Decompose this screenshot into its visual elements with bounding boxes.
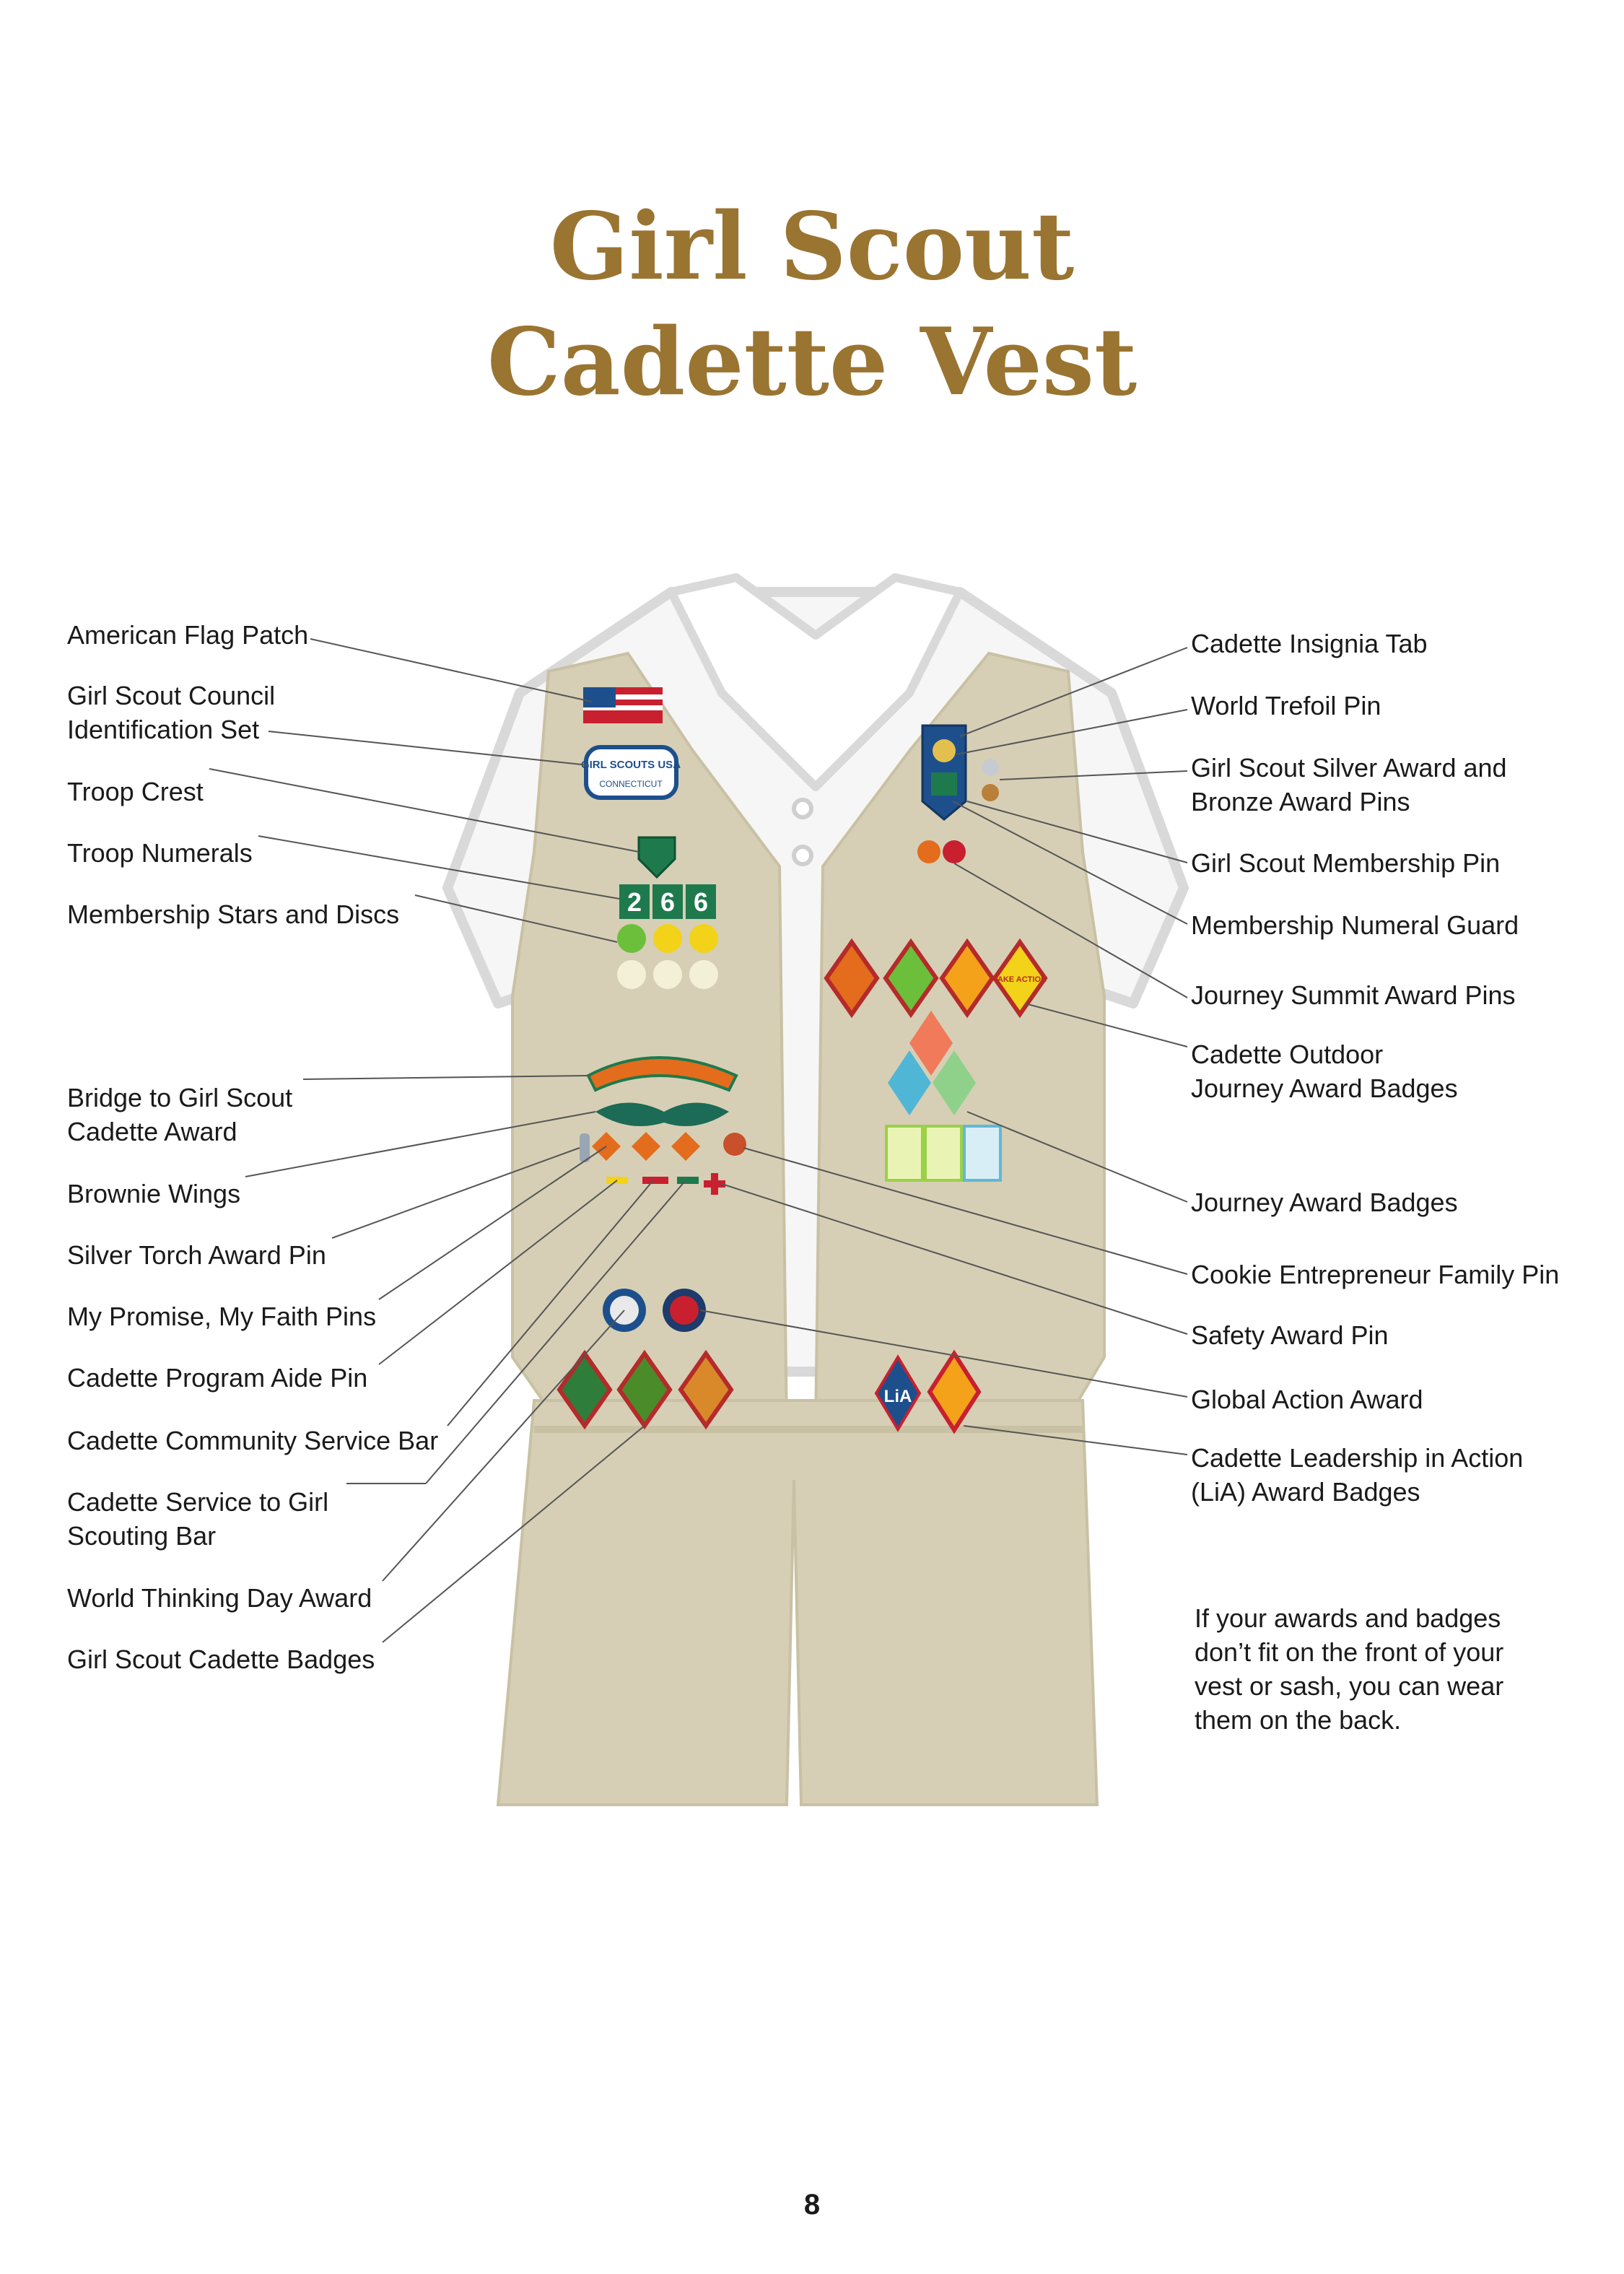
label-line: My Promise, My Faith Pins: [67, 1302, 377, 1331]
title-line-2: Cadette Vest: [486, 308, 1138, 417]
label-world-trefoil: [1191, 689, 1381, 723]
label-line: Bronze Award Pins: [1191, 787, 1410, 816]
label-line: Girl Scout Cadette Badges: [67, 1644, 375, 1674]
label-line: Cadette Program Aide Pin: [67, 1363, 368, 1393]
label-line: Scouting Bar: [67, 1521, 217, 1551]
label-line: Girl Scout Council: [67, 681, 276, 710]
label-line: Cookie Entrepreneur Family Pin: [1191, 1260, 1560, 1289]
note-line: vest or sash, you can wear: [1195, 1671, 1504, 1701]
label-silver-bronze: [1191, 751, 1507, 819]
label-bridge-award: [67, 1081, 292, 1149]
council-strip-text: CONNECTICUT: [599, 779, 663, 789]
label-line: Cadette Outdoor: [1191, 1040, 1384, 1069]
title-line-1: Girl Scout: [549, 193, 1075, 301]
council-id-set: [581, 747, 681, 798]
take-action-text: TAKE ACTION: [993, 975, 1047, 984]
council-tab-text: GIRL SCOUTS USA: [580, 759, 681, 771]
troop-numerals: [619, 884, 716, 919]
label-line: Bridge to Girl Scout: [67, 1083, 293, 1112]
label-global-action: [1191, 1382, 1423, 1416]
cadette-badges: [559, 1354, 731, 1426]
label-line: World Thinking Day Award: [67, 1583, 372, 1613]
label-council-id-set: [67, 679, 275, 746]
label-cookie-pin: [1191, 1258, 1559, 1291]
label-promise-faith: [67, 1299, 376, 1333]
numeral-1: 2: [627, 887, 642, 917]
label-line: American Flag Patch: [67, 620, 309, 650]
label-line: (LiA) Award Badges: [1191, 1477, 1420, 1507]
label-silver-torch: [67, 1238, 326, 1272]
label-program-aide: [67, 1361, 367, 1395]
label-insignia-tab: [1191, 627, 1428, 661]
label-cadette-badges: [67, 1642, 375, 1676]
label-line: Global Action Award: [1191, 1385, 1423, 1414]
label-world-thinking-day: [67, 1581, 372, 1615]
lia-text: LiA: [883, 1387, 912, 1406]
label-line: Journey Award Badges: [1191, 1073, 1458, 1103]
label-line: Silver Torch Award Pin: [67, 1240, 326, 1270]
label-outdoor-journey: [1191, 1037, 1458, 1105]
label-line: Safety Award Pin: [1191, 1320, 1389, 1350]
numeral-3: 6: [693, 887, 709, 917]
note-line: them on the back.: [1195, 1705, 1402, 1735]
label-line: Journey Award Badges: [1191, 1188, 1458, 1217]
label-american-flag-patch: [67, 618, 308, 652]
label-line: Cadette Award: [67, 1117, 237, 1146]
label-summit-pins: [1191, 978, 1516, 1012]
numeral-2: 6: [660, 887, 676, 917]
label-service-scouting-bar: [67, 1485, 328, 1553]
label-brownie-wings: [67, 1177, 240, 1211]
label-line: Girl Scout Membership Pin: [1191, 848, 1501, 878]
label-troop-numerals: [67, 836, 253, 870]
label-line: Troop Numerals: [67, 838, 253, 868]
american-flag-patch: [583, 687, 663, 723]
note-line: If your awards and badges: [1195, 1603, 1501, 1633]
label-line: Membership Numeral Guard: [1191, 910, 1519, 940]
label-troop-crest: [67, 775, 204, 809]
page-number: 8: [803, 2189, 821, 2221]
label-line: Brownie Wings: [67, 1179, 241, 1208]
label-line: Cadette Insignia Tab: [1191, 629, 1428, 658]
label-community-service-bar: [67, 1424, 438, 1458]
label-journey-badges: [1191, 1185, 1458, 1219]
note-line: don’t fit on the front of your: [1195, 1637, 1504, 1667]
journey-award-badges: [886, 1126, 1000, 1180]
label-membership-pin: [1191, 846, 1500, 880]
label-line: Identification Set: [67, 715, 260, 744]
label-numeral-guard: [1191, 908, 1519, 942]
label-line: Cadette Leadership in Action: [1191, 1443, 1524, 1473]
label-line: Membership Stars and Discs: [67, 899, 400, 929]
label-line: Troop Crest: [67, 777, 204, 806]
label-line: Girl Scout Silver Award and: [1191, 753, 1507, 783]
label-line: World Trefoil Pin: [1191, 691, 1381, 720]
wear-on-back-note: [1195, 1601, 1599, 1737]
label-lia-badges: [1191, 1441, 1523, 1509]
label-safety-pin: [1191, 1318, 1389, 1352]
label-line: Journey Summit Award Pins: [1191, 980, 1516, 1010]
label-membership-stars: [67, 897, 399, 931]
label-line: Cadette Service to Girl: [67, 1487, 329, 1517]
label-line: Cadette Community Service Bar: [67, 1426, 439, 1455]
